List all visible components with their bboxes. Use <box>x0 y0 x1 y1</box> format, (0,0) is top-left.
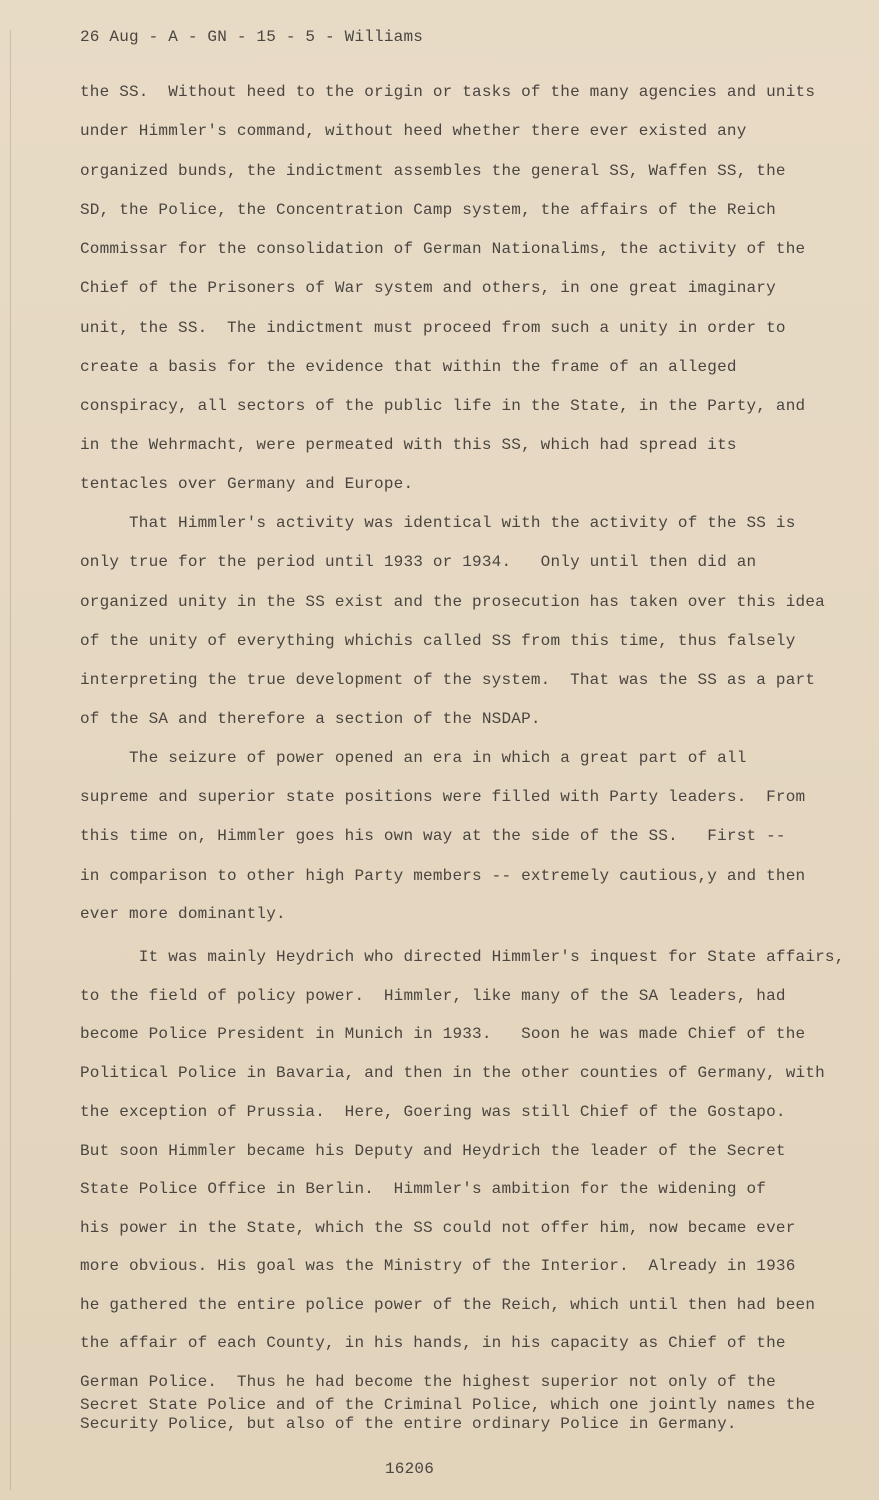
text-line: German Police. Thus he had become the highest superior not only of the <box>80 1373 776 1391</box>
text-line: Commissar for the consolidation of German Nationalims, the activity of the <box>80 240 806 258</box>
text-line: organized bunds, the indictment assembles the general SS, Waffen SS, the <box>80 162 786 180</box>
page-number: 16206 <box>385 1460 435 1478</box>
text-line: under Himmler's command, without heed whether there ever existed any <box>80 122 747 140</box>
text-line: Political Police in Bavaria, and then in the other counties of Germany, with <box>80 1064 825 1082</box>
text-line: interpreting the true development of the system. That was the SS as a part <box>80 671 816 689</box>
text-line: create a basis for the evidence that within the frame of an alleged <box>80 358 737 376</box>
text-line: he gathered the entire police power of the Reich, which until then had been <box>80 1296 816 1314</box>
text-line: organized unity in the SS exist and the prosecution has taken over this idea <box>80 593 825 611</box>
text-line: Chief of the Prisoners of War system and others, in one great imaginary <box>80 279 776 297</box>
text-line: The seizure of power opened an era in which a great part of all <box>80 749 747 767</box>
text-line: of the unity of everything whichis called SS from this time, thus falsely <box>80 632 796 650</box>
text-line: the exception of Prussia. Here, Goering was still Chief of the Gostapo. <box>80 1103 786 1121</box>
text-line: conspiracy, all sectors of the public life in the State, in the Party, and <box>80 397 806 415</box>
text-line: the affair of each County, in his hands, in his capacity as Chief of the <box>80 1334 786 1352</box>
text-line: of the SA and therefore a section of the NSDAP. <box>80 710 541 728</box>
text-line: supreme and superior state positions were filled with Party leaders. From <box>80 788 806 806</box>
text-line: the SS. Without heed to the origin or tasks of the many agencies and units <box>80 83 816 101</box>
text-line: in comparison to other high Party members -- extremely cautious,y and then <box>80 867 806 885</box>
text-line: this time on, Himmler goes his own way at the side of the SS. First -- <box>80 827 786 845</box>
text-line: State Police Office in Berlin. Himmler's ambition for the widening of <box>80 1180 767 1198</box>
text-line: That Himmler's activity was identical with the activity of the SS is <box>80 514 796 532</box>
page-header: 26 Aug - A - GN - 15 - 5 - Williams <box>80 28 424 46</box>
text-line: unit, the SS. The indictment must proceed from such a unity in order to <box>80 319 786 337</box>
text-line: But soon Himmler became his Deputy and Heydrich the leader of the Secret <box>80 1142 786 1160</box>
text-line: Security Police, but also of the entire ordinary Police in Germany. <box>80 1415 737 1433</box>
text-line: become Police President in Munich in 1933. Soon he was made Chief of the <box>80 1025 806 1043</box>
text-line: only true for the period until 1933 or 1934. Only until then did an <box>80 553 757 571</box>
text-line: Secret State Police and of the Criminal Police, which one jointly names the <box>80 1396 816 1414</box>
text-line: ever more dominantly. <box>80 905 286 923</box>
text-line: It was mainly Heydrich who directed Himmler's inquest for State affairs, <box>80 948 845 966</box>
text-line: in the Wehrmacht, were permeated with this SS, which had spread its <box>80 436 737 454</box>
text-line: tentacles over Germany and Europe. <box>80 475 414 493</box>
text-line: more obvious. His goal was the Ministry of the Interior. Already in 1936 <box>80 1257 796 1275</box>
text-line: to the field of policy power. Himmler, like many of the SA leaders, had <box>80 987 786 1005</box>
page-edge-line <box>10 30 11 1490</box>
text-line: SD, the Police, the Concentration Camp system, the affairs of the Reich <box>80 201 776 219</box>
text-line: his power in the State, which the SS could not offer him, now became ever <box>80 1219 796 1237</box>
